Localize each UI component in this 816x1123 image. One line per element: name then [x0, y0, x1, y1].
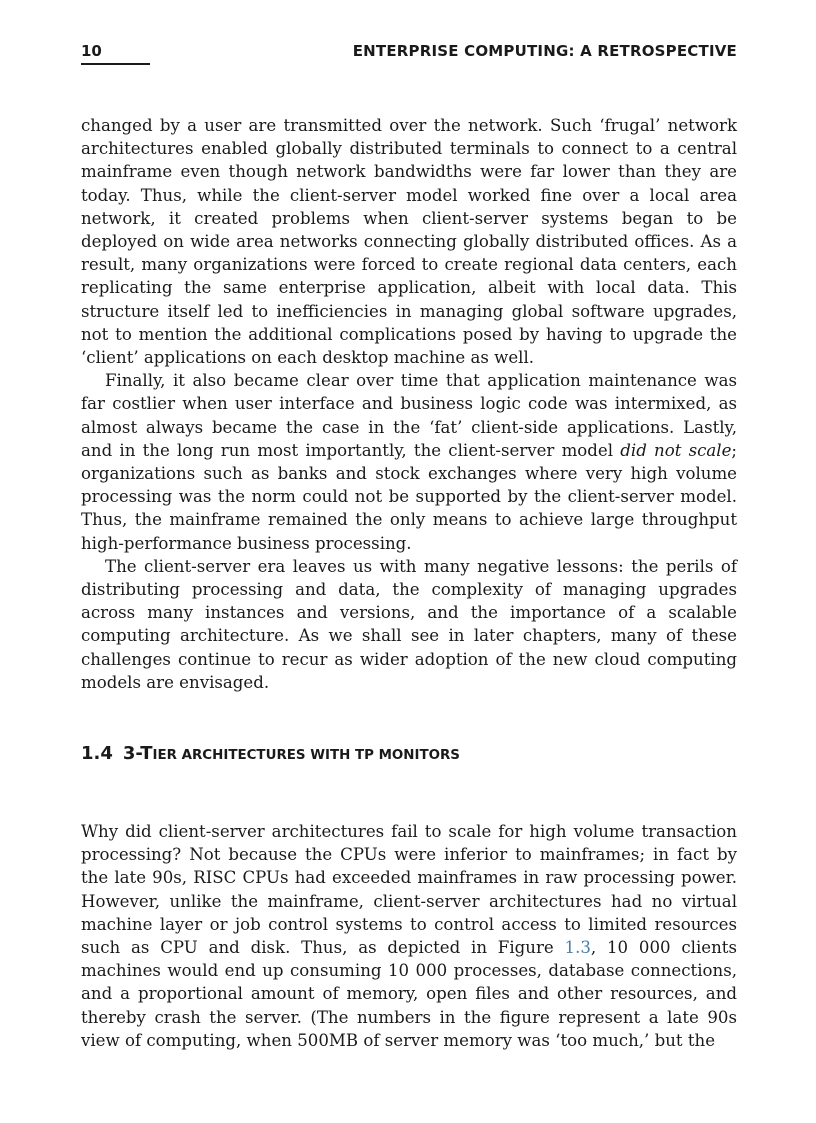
body-text-section [81, 820, 737, 1052]
paragraph-scalability [81, 369, 737, 555]
paragraph-continued: changed by a user are transmitted over the network. Such ‘frugal’ network architectures enabled globally distributed terminals to connect to a central mainframe even though network bandwidths were far lower than they are today. Thus, while the client-server model worked fine over a local area network, it created problems when client-server systems began to be deployed on wide area networks connecting globally distributed offices. As a result, many organizations were forced to create regional data centers, each replicating the same enterprise application, albeit with local data. This structure itself led to inefficiencies in managing global software upgrades, not to mention the additional complications posed by having to upgrade the ‘client’ applications on each desktop machine as well. [81, 116, 737, 368]
figure-reference-link[interactable]: 1.3 [564, 938, 591, 958]
running-head [81, 42, 737, 66]
paragraph-section-intro [81, 820, 737, 1052]
running-title: ENTERPRISE COMPUTING: A RETROSPECTIVE [352, 42, 737, 60]
emphasis-text: did not scale [620, 440, 732, 460]
paragraph-text: , 10 000 clients machines would end up consuming 10 000 processes, database connections, and a proportional amount of memory, open files and other resources, and thereby crash the server. (The numbers in the figure represent a late 90s view of computing, when 500MB of server memory was ‘too much,’ but the [81, 938, 737, 1050]
paragraph-text: Why did client-server architectures fail to scale for high volume transaction processing? Not because the CPUs were inferior to mainframes; in fact by the late 90s, RISC CPUs had exceeded mainframes in raw processing power. However, unlike the mainframe, client-server architectures had no virtual machine layer or job control systems to control access to limited resources such as CPU and disk. Thus, as depicted in Figure [81, 822, 737, 958]
paragraph-text: ; organizations such as banks and stock exchanges where very high volume processing was the norm could not be supported by the client-server model. Thus, the mainframe remained the only means to achieve large throughput high-performance business processing. [81, 440, 738, 553]
body-text-top [81, 114, 737, 694]
section-heading [81, 743, 737, 764]
section-number: 1.4 [81, 743, 113, 764]
section-title-rest: IER ARCHITECTURES WITH TP MONITORS [152, 748, 460, 763]
page-number: 10 [81, 42, 102, 60]
paragraph-text: Finally, it also became clear over time that application maintenance was far costlier when user interface and business logic code was intermixed, as almost always became the case in the ‘fat’ client-side applications. Lastly, and in the long run most importantly, the client-server model [81, 371, 737, 460]
paragraph-lessons: The client-server era leaves us with many negative lessons: the perils of distributing processing and data, the complexity of managing upgrades across many instances and versions, and the importance of a scalable computing architecture. As we shall see in later chapters, many of these challenges continue to recur as wider adoption of the new cloud computing models are envisaged. [81, 556, 737, 692]
section-title-initial: 3-T [122, 743, 153, 764]
page-number-underline [81, 63, 150, 65]
